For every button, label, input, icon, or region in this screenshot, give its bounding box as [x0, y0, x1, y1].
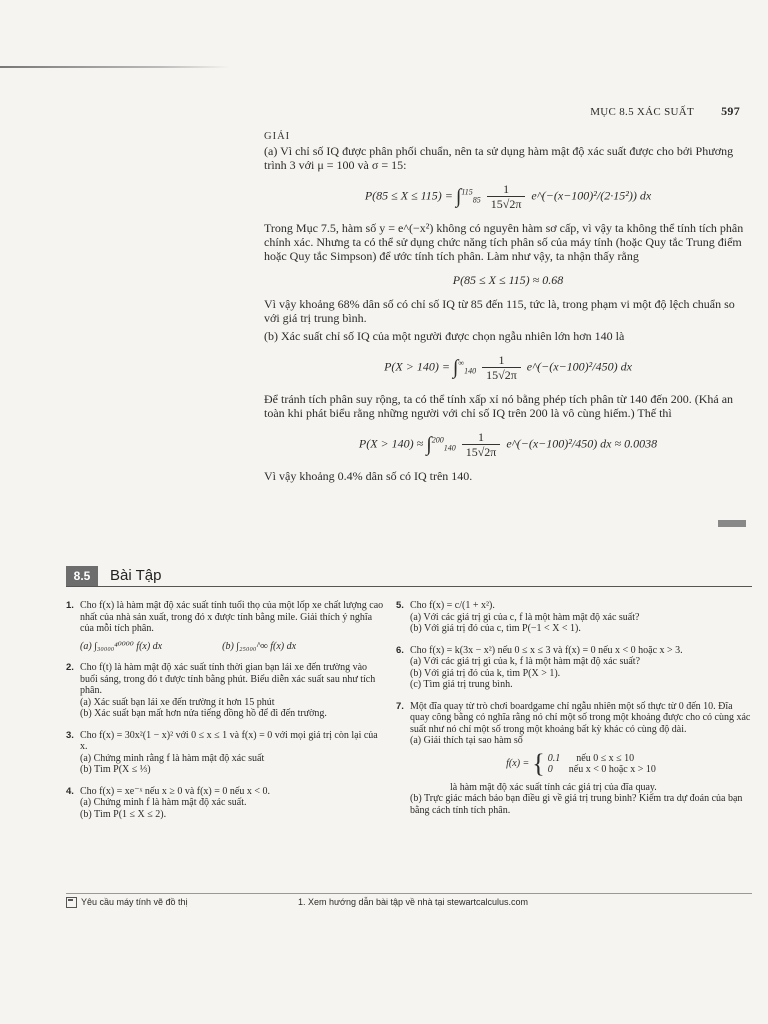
- exercise-part-b: (b) Tìm P(X ≤ ⅓): [80, 764, 151, 775]
- exercise-number: 6.: [396, 644, 404, 656]
- page-footer: [66, 893, 752, 910]
- integral-sign: ∫: [426, 433, 432, 456]
- section-heading: [66, 566, 752, 587]
- eq3-denominator: 15√2π: [486, 368, 517, 382]
- exercise-7: [396, 701, 752, 817]
- exercise-number: 2.: [66, 662, 74, 673]
- exercise-3: [66, 730, 386, 776]
- brace-symbol: {: [532, 749, 545, 779]
- solution-paragraph-a: (a) Vì chỉ số IQ được phân phối chuẩn, nên ta sử dụng hàm mật độ xác suất được cho bởi Phương trình 3 với μ = 100 và σ = 15:: [264, 144, 734, 172]
- exercise-2: [66, 662, 386, 720]
- page-edge-shadow: [0, 66, 230, 68]
- eq1-lower: 85: [472, 195, 481, 205]
- exercise-part-b: (b) ∫₂₅₀₀₀^∞ f(x) dx: [222, 640, 297, 652]
- eq3-exponential: e^(−(x−100)²/450) dx: [526, 359, 632, 374]
- eq1-exponential: e^(−(x−100)²/(2·15²)) dx: [531, 188, 652, 203]
- exercise-text: Cho f(x) = xe⁻ˣ nếu x ≥ 0 và f(x) = 0 nếu x < 0.: [80, 785, 270, 797]
- exercise-part-a: (a) Xác suất bạn lái xe đến trường ít hơn 15 phút: [80, 696, 275, 708]
- integral-sign: ∫: [452, 356, 459, 379]
- eq4-exponential: e^(−(x−100)²/450) dx ≈ 0.0038: [506, 436, 658, 451]
- piecewise-case-2: [548, 764, 656, 776]
- footer-homework-note: 1. Xem hướng dẫn bài tập về nhà tại stewartcalculus.com: [298, 897, 529, 907]
- section-number: 8.5: [66, 566, 98, 586]
- eq4-numerator: 1: [462, 430, 501, 445]
- piecewise-function: [410, 749, 752, 779]
- exercise-5: [396, 600, 752, 635]
- eq3-fraction: [482, 353, 521, 382]
- exercise-text: Cho f(x) = 30x²(1 − x)² với 0 ≤ x ≤ 1 và f(x) = 0 với mọi giá trị còn lại của x.: [80, 729, 378, 752]
- case-1-value: 0.1: [547, 752, 561, 764]
- exercise-part-c: (c) Tìm giá trị trung bình.: [410, 679, 513, 690]
- eq3-lhs: P(X > 140) =: [384, 359, 450, 374]
- exercise-number: 5.: [396, 600, 404, 611]
- eq3-lower: 140: [464, 366, 477, 376]
- exercise-1: [66, 600, 386, 652]
- header-section: MỤC 8.5 XÁC SUẤT: [590, 106, 695, 118]
- exercise-text: Một đĩa quay từ trò chơi boardgame chỉ ngẫu nhiên một số thực từ 0 đến 10. Đĩa quay công bằng có nghĩa rằng nó chỉ một số trong một khoảng được cho có cùng xác suất như nó chỉ một số trong một khoảng bất kỳ khác có cùng độ dài.: [410, 700, 751, 735]
- piecewise-lhs: f(x) =: [506, 758, 530, 770]
- eq1-lhs: P(85 ≤ X ≤ 115) =: [364, 188, 453, 203]
- case-1-condition: nếu 0 ≤ x ≤ 10: [576, 752, 635, 764]
- eq4-upper: 200: [431, 435, 444, 445]
- eq1-fraction: [487, 182, 526, 211]
- exercises-left-column: [66, 600, 386, 830]
- solution-conclusion: Vì vậy khoảng 0.4% dân số có IQ trên 140.: [264, 469, 473, 483]
- equation-2: P(85 ≤ X ≤ 115) ≈ 0.68: [452, 273, 564, 287]
- eq4-denominator: 15√2π: [465, 445, 497, 459]
- piecewise-case-1: [548, 753, 656, 765]
- footer-left-text: Yêu cầu máy tính vẽ đồ thị: [81, 897, 188, 907]
- exercise-part-a: (a) Với các giá trị gì của c, f là một hàm mật độ xác suất?: [410, 611, 640, 623]
- exercise-part-a: (a) Chứng minh rằng f là hàm mật độ xác suất: [80, 752, 265, 764]
- eq4-lower: 140: [443, 443, 456, 453]
- eq1-numerator: 1: [487, 182, 526, 197]
- eq3-numerator: 1: [482, 353, 521, 368]
- section-title: Bài Tập: [110, 567, 162, 584]
- solution-paragraph-3: Vì vậy khoảng 68% dân số có chỉ số IQ từ 85 đến 115, tức là, trong phạm vi một độ lệch chuẩn so với giá trị trung bình.: [264, 297, 735, 325]
- exercise-number: 4.: [66, 785, 74, 797]
- integral-sign: ∫: [455, 185, 462, 208]
- exercise-parts: [80, 641, 386, 653]
- exercise-text: Cho f(x) = c/(1 + x²).: [410, 600, 495, 611]
- solution-paragraph-b: (b) Xác suất chỉ số IQ của một người được chọn ngẫu nhiên lớn hơn 140 là: [264, 329, 625, 343]
- equation-1: [264, 182, 752, 211]
- exercise-part-a: (a) Chứng minh f là hàm mật độ xác suất.: [80, 797, 247, 808]
- eq1-upper: 115: [461, 187, 473, 197]
- exercise-part-b: (b) Với giá trị đó của c, tìm P(−1 < X < 1).: [410, 623, 581, 634]
- eq1-denominator: 15√2π: [490, 197, 522, 211]
- exercise-number: 7.: [396, 700, 404, 712]
- exercises-right-column: [396, 600, 752, 826]
- exercise-number: 3.: [66, 729, 74, 741]
- exercise-text: Cho f(t) là hàm mật độ xác suất tính thời gian bạn lái xe đến trường vào buổi sáng, trong đó t được tính bằng phút. Biểu diễn xác suất sau như tích phân.: [80, 662, 376, 696]
- exercise-part-a: (a) Giải thích tại sao hàm số: [410, 735, 523, 746]
- solution-paragraph-2: Trong Mục 7.5, hàm số y = e^(−x²) không có nguyên hàm sơ cấp, vì vậy ta không thể tính tích phân chính xác. Nhưng ta có thể sử dụng chức năng tích phân số của máy tính (hoặc Quy tắc Trung điểm hoặc Quy tắc Simpson) để ước tính tích phân. Làm như vậy, ta nhận thấy rằng: [264, 221, 744, 263]
- eq4-fraction: [462, 430, 501, 459]
- exercise-part-b: (b) Tìm P(1 ≤ X ≤ 2).: [80, 808, 167, 820]
- exercise-text-continued: là hàm mật độ xác suất tính các giá trị của đĩa quay.: [450, 781, 657, 793]
- running-header: [340, 104, 740, 119]
- exercise-part-a: (a) Với các giá trị gì của k, f là một hàm mật độ xác suất?: [410, 656, 641, 667]
- graphing-calculator-icon: [66, 897, 77, 908]
- exercise-part-a: (a) ∫₃₀₀₀₀⁴⁰⁰⁰⁰ f(x) dx: [80, 640, 163, 652]
- equation-3: [264, 353, 752, 382]
- solution-block: [264, 130, 752, 487]
- solution-label: GIẢI: [264, 131, 291, 142]
- eq3-upper: ∞: [458, 358, 465, 368]
- piecewise-cases: [548, 753, 656, 776]
- exercise-part-b: (b) Trực giác mách bảo bạn điều gì về giá trị trung bình? Kiểm tra dự đoán của bạn bằng cách tính tích phân.: [410, 793, 743, 816]
- eq4-lhs: P(X > 140) ≈: [358, 436, 424, 451]
- exercise-6: [396, 645, 752, 691]
- exercise-part-b: (b) Xác suất bạn mất hơn nửa tiếng đồng hồ để đi đến trường.: [80, 708, 327, 719]
- end-of-example-mark: [718, 520, 746, 527]
- case-2-value: 0: [547, 764, 553, 775]
- footer-graphing-note: [66, 894, 188, 910]
- exercise-number: 1.: [66, 600, 74, 611]
- case-2-condition: nếu x < 0 hoặc x > 10: [568, 764, 656, 775]
- page-number: 597: [721, 104, 740, 118]
- exercise-4: [66, 786, 386, 821]
- equation-4: [264, 430, 752, 459]
- exercise-text: Cho f(x) là hàm mật độ xác suất tính tuổi thọ của một lốp xe chất lượng cao nhất của nhà sản xuất, trong đó x được tính bằng mile. Giải thích ý nghĩa của mỗi tích phân.: [80, 600, 384, 634]
- exercise-text: Cho f(x) = k(3x − x²) nếu 0 ≤ x ≤ 3 và f(x) = 0 nếu x < 0 hoặc x > 3.: [410, 644, 683, 656]
- solution-paragraph-5: Để tránh tích phân suy rộng, ta có thể tính xấp xỉ nó bằng phép tích phân từ 140 đến 200. (Khá an toàn khi phát biểu rằng những người với chỉ số IQ trên 200 là vô cùng hiếm.) Thế thì: [264, 392, 734, 420]
- exercise-part-b: (b) Với giá trị đó của k, tìm P(X > 1).: [410, 667, 561, 679]
